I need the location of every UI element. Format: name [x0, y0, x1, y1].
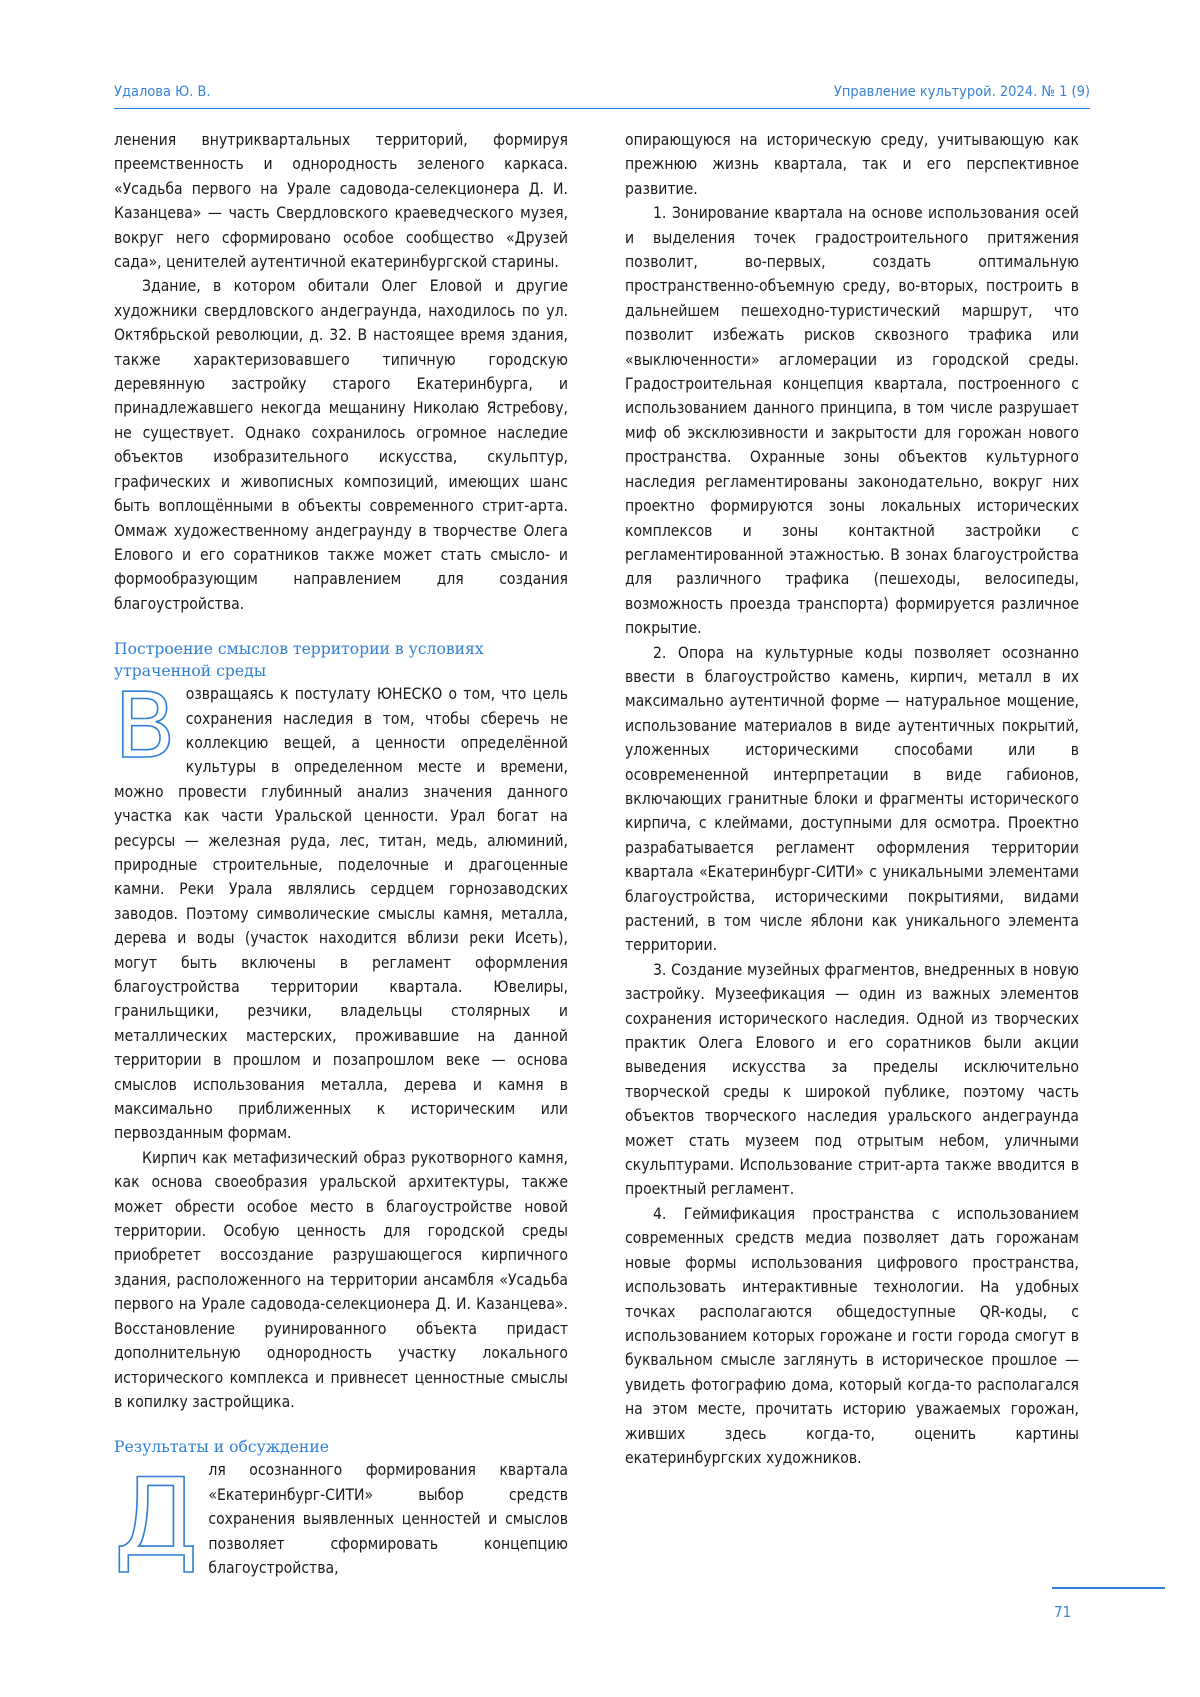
paragraph: 3. Создание музейных фрагментов, внедренных в новую застройку. Музеефикация — один из важных элементов сохранения исторического наследия. Одной из творческих практик Олега Елового и его соратников были акции выведения искусства за пределы исключительно творческой среды к широкой публике, поэтому часть объектов творческого наследия уральского андеграунда может стать музеем под отрытым небом, уличными скульптурами. Использование стрит-арта также вводится в проектный регламент.	[625, 958, 1079, 1202]
paragraph: 2. Опора на культурные коды позволяет осознанно ввести в благоустройство камень, кирпич, металл в их максимально аутентичной форме — натуральное мощение, использование материалов в виде аутентичных покрытий, уложенных историческими способами или в осовремененной интерпретации в виде габионов, включающих гранитные блоки и фрагменты исторического кирпича, с клеймами, доступными для осмотра. Проектно разрабатывается регламент оформления территории квартала «Екатеринбург-СИТИ» с уникальными элементами благоустройства, историческими покрытиями, видами растений, в том числе яблони как уникального элемента территории.	[625, 641, 1079, 958]
paragraph: ленения внутриквартальных территорий, формируя преемственность и однородность зеленого каркаса. «Усадьба первого на Урале садовода-селекционера Д. И. Казанцева» — часть Свердловского краеведческого музея, вокруг него сформировано особое сообщество «Друзей сада», ценителей аутентичной екатеринбургской старины.	[114, 128, 568, 274]
header-journal: Управление культурой. 2024. № 1 (9)	[834, 84, 1090, 100]
paragraph-dropcap	[114, 1458, 568, 1580]
paragraph-dropcap	[114, 682, 568, 1146]
footer-rule	[1052, 1587, 1165, 1589]
running-header	[114, 84, 1090, 109]
section-heading: Построение смыслов территории в условиях утраченной среды	[114, 638, 568, 682]
paragraph: Кирпич как метафизический образ рукотворного камня, как основа своеобразия уральской архитектуры, также может обрести особое место в благоустройстве новой территории. Особую ценность для городской среды приобретет воссоздание разрушающегося кирпичного здания, расположенного на территории ансамбля «Усадьба первого на Урале садовода-селекционера Д. И. Казанцева». Восстановление руинированного объекта придаст дополнительную однородность участку локального исторического комплекса и привнесет ценностные смыслы в копилку застройщика.	[114, 1146, 568, 1414]
paragraph-text: озвращаясь к постулату ЮНЕСКО о том, что цель сохранения наследия в том, чтобы сберечь не коллекцию вещей, а ценности определённой культуры в определенном месте и времени, можно провести глубинный анализ значения данного участка как части Уральской ценности. Урал богат на ресурсы — железная руда, лес, титан, медь, алюминий, природные строительные, поделочные и драгоценные камни. Реки Урала являлись сердцем горнозаводских заводов. Поэтому символические смыслы камня, металла, дерева и воды (участок находится вблизи реки Исеть), могут быть включены в регламент оформления благоустройства территории квартала. Ювелиры, гранильщики, резчики, владельцы столярных и металлических мастерских, проживавшие на данной территории в прошлом и позапрошлом веке — основа смыслов использования металла, дерева и камня в максимально приближенных к историческим или первозданным формам.	[114, 685, 568, 1142]
paragraph: 1. Зонирование квартала на основе использования осей и выделения точек градостроительного притяжения позволит, во-первых, создать оптимальную пространственно-объемную среду, во-вторых, построить в дальнейшем пешеходно-туристический маршрут, что позволит избежать рисков сквозного трафика или «выключенности» агломерации из городской среды. Градостроительная концепция квартала, построенного с использованием данного принципа, в том числе разрушает миф об эксклюзивности и закрытости для горожан нового пространства. Охранные зоны объектов культурного наследия регламентированы законодательно, вокруг них проектно формируются зоны локальных исторических комплексов и зоны контактной застройки с регламентированной этажностью. В зонах благоустройства для различного трафика (пешеходы, велосипеды, возможность проезда транспорта) формируется различное покрытие.	[625, 201, 1079, 640]
paragraph: Здание, в котором обитали Олег Еловой и другие художники свердловского андеграунда, находилось по ул. Октябрьской революции, д. 32. В настоящее время здания, также характеризовавшего типичную городскую деревянную застройку старого Екатеринбурга, и принадлежавшего некогда мещанину Николаю Ястребову, не существует. Однако сохранилось огромное наследие объектов изобразительного искусства, скульптур, графических и живописных композиций, имеющих шанс быть воплощёнными в объекты современного стрит-арта. Оммаж художественному андеграунду в творчестве Олега Елового и его соратников также может стать смысло- и формообразующим направлением для создания благоустройства.	[114, 274, 568, 616]
drop-cap: Д	[114, 1464, 198, 1576]
paragraph: опирающуюся на историческую среду, учитывающую как прежнюю жизнь квартала, так и его перспективное развитие.	[625, 128, 1079, 201]
page-number: 71	[1054, 1603, 1071, 1621]
right-column	[625, 128, 1079, 1470]
paragraph: 4. Геймификация пространства с использованием современных средств медиа позволяет дать горожанам новые формы использования цифрового пространства, использовать интерактивные технологии. На удобных точках располагаются общедоступные QR-коды, с использованием которых горожане и гости города смогут в буквальном смысле заглянуть в историческое прошлое — увидеть фотографию дома, который когда-то располагался на этом месте, прочитать историю уважаемых горожан, живших здесь когда-то, оценить картины екатеринбургских художников.	[625, 1202, 1079, 1470]
left-column	[114, 128, 568, 1580]
drop-cap: В	[114, 686, 176, 778]
paragraph-text: ля осознанного формирования квартала «Екатеринбург-СИТИ» выбор средств сохранения выявленных ценностей и смыслов позволяет сформировать концепцию благоустройства,	[208, 1461, 568, 1577]
header-author: Удалова Ю. В.	[114, 84, 211, 100]
section-heading: Результаты и обсуждение	[114, 1436, 568, 1458]
